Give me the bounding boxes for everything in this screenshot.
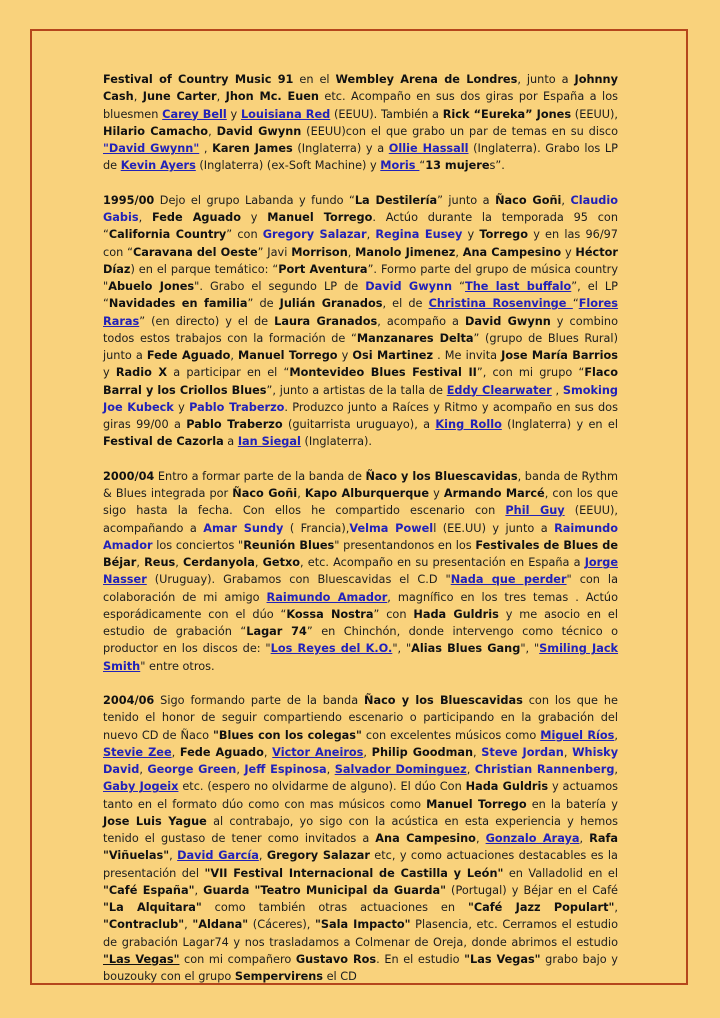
bold-text: Festival of Country Music 91 bbox=[103, 73, 294, 86]
text: , bbox=[466, 763, 475, 776]
link[interactable]: Raimundo Amador bbox=[266, 590, 388, 604]
highlighted-name: Pablo Traberzo bbox=[189, 400, 285, 414]
text: , bbox=[136, 556, 145, 569]
text: etc. (espero no olvidarme de alguno). El dúo Con bbox=[178, 780, 466, 794]
bold-text: Jose María Barrios bbox=[501, 349, 618, 362]
link[interactable]: Victor Aneiros bbox=[272, 745, 364, 759]
text: en la batería y bbox=[526, 797, 618, 811]
text: (Inglaterra). bbox=[300, 435, 373, 449]
text: ” de bbox=[247, 297, 280, 311]
text: y bbox=[173, 400, 190, 414]
bold-text: "Las Vegas" bbox=[464, 952, 541, 966]
text: los conciertos " bbox=[152, 538, 244, 552]
text: (guitarrista uruguayo), a bbox=[282, 418, 436, 431]
text: (EEUU)con el que grabo un par de temas en su disco bbox=[301, 124, 618, 138]
text: , bbox=[175, 556, 183, 569]
text: , bbox=[263, 745, 273, 759]
text: , bbox=[230, 349, 239, 362]
link[interactable]: The last buffalo bbox=[464, 280, 572, 293]
link[interactable]: Nada que perder bbox=[450, 573, 567, 587]
text: el CD bbox=[323, 970, 357, 983]
text: ", " bbox=[520, 642, 540, 656]
text: y bbox=[241, 211, 268, 224]
text: , bbox=[236, 763, 245, 776]
text: y actuamos tanto en el formato dúo como con mas músicos como bbox=[103, 780, 618, 811]
bold-text: Gregory Salazar bbox=[266, 849, 370, 863]
bold-text: Fede Aguado bbox=[179, 745, 264, 759]
text: ” con bbox=[373, 607, 414, 621]
text: ", " bbox=[392, 642, 412, 656]
text: etc, y como actuaciones destacables es la presentación del bbox=[103, 849, 618, 880]
text: con los que he tenido el honor de seguir compartiendo escenario o participando en la grabación del nuevo CD de Ñaco bbox=[103, 694, 618, 742]
highlighted-name: Amar Sundy bbox=[203, 521, 284, 535]
text: en el bbox=[293, 73, 336, 86]
biography-text bbox=[103, 71, 618, 1003]
text: , bbox=[169, 849, 178, 863]
text: , bbox=[579, 832, 590, 845]
bold-text: Ana Campesino bbox=[462, 245, 562, 259]
bold-text: Ñaco y los Bluescavidas bbox=[365, 469, 518, 483]
text: , bbox=[475, 832, 486, 845]
bold-text: Fede Aguado bbox=[151, 211, 242, 224]
paragraph-2000 bbox=[103, 468, 618, 675]
text: , bbox=[139, 763, 148, 776]
highlighted-name: Velma Powel bbox=[349, 521, 434, 535]
text: , bbox=[561, 193, 571, 207]
link[interactable]: Flores Raras bbox=[103, 297, 619, 328]
highlighted-name: Smoking Joe Kubeck bbox=[103, 383, 618, 414]
text: ”, junto a artistas de la talla de bbox=[266, 383, 447, 397]
bold-text: Navidades en familia bbox=[108, 297, 248, 311]
text: , magnífico en los tres temas . Actúo esporádicamente con el dúo “ bbox=[103, 590, 618, 621]
bold-text: "Sala Impacto" bbox=[315, 918, 411, 932]
highlighted-name: Raimundo Amador bbox=[103, 521, 618, 552]
bold-text: Osi Martinez bbox=[352, 349, 434, 362]
link[interactable]: Carey Bell bbox=[162, 107, 227, 121]
link[interactable]: Salvador Dominguez bbox=[334, 763, 467, 776]
bold-text: Kossa Nostra bbox=[286, 607, 374, 621]
bold-text: 2000/04 bbox=[103, 469, 155, 483]
bold-text: June Carter bbox=[142, 90, 217, 104]
text: , bbox=[208, 124, 217, 138]
link[interactable]: "David Gwynn" bbox=[103, 142, 200, 155]
text: , con los que sigo hasta la fecha. Con ellos he compartido escenario con bbox=[103, 487, 619, 518]
text: , bbox=[258, 849, 267, 863]
paragraph-1995 bbox=[103, 192, 618, 451]
link[interactable]: Kevin Ayers bbox=[120, 159, 196, 173]
bold-text: "Aldana" bbox=[192, 918, 249, 932]
text: . Produzco junto a Raíces y Ritmo y acompaño en sus dos giras 99/00 a bbox=[103, 400, 618, 431]
text: (Portugal) y Béjar en el Café bbox=[445, 883, 619, 897]
text: , bbox=[614, 728, 618, 742]
bold-text: Torrego bbox=[479, 228, 529, 242]
highlighted-name: Regina Eusey bbox=[375, 228, 463, 242]
bold-text: Kapo Alburquerque bbox=[304, 487, 429, 500]
text: Entro a formar parte de la banda de bbox=[154, 469, 366, 483]
text: y bbox=[337, 349, 353, 362]
text: ( Francia), bbox=[283, 521, 350, 535]
bold-text: Abuelo Jones bbox=[108, 280, 195, 293]
bold-text: 2004/06 bbox=[103, 694, 155, 707]
text: , bbox=[551, 383, 563, 397]
bold-text: Manolo Jimenez bbox=[355, 245, 456, 259]
bold-text: Jose Luis Yague bbox=[103, 814, 207, 828]
text: (Uruguay). Grabamos con Bluescavidas el C.D " bbox=[146, 573, 451, 587]
text: , bbox=[326, 763, 335, 776]
text: , bbox=[347, 245, 356, 259]
text: , bbox=[366, 228, 376, 242]
text: y bbox=[226, 107, 241, 121]
bold-text: Pablo Traberzo bbox=[186, 418, 283, 431]
link[interactable]: Smiling Jack Smith bbox=[103, 642, 619, 673]
paragraph-1991 bbox=[103, 71, 618, 175]
text: l (EE.UU) y junto a bbox=[433, 521, 555, 535]
bold-text: 13 mujere bbox=[425, 159, 490, 173]
text: , bbox=[216, 90, 226, 104]
link[interactable]: Ollie Hassall bbox=[388, 142, 469, 155]
text: (EEUU), acompañando a bbox=[103, 504, 618, 535]
text: en Valladolid en el bbox=[503, 866, 618, 880]
bold-text: Caravana del Oeste bbox=[132, 245, 258, 259]
bold-text: Karen James bbox=[212, 142, 293, 155]
bold-text: Festivales de Blues de Béjar bbox=[103, 538, 619, 569]
bold-text: Manzanares Delta bbox=[356, 331, 474, 345]
text: , bbox=[614, 901, 618, 914]
text: al contrabajo, yo sigo con la acústica en esta experiencia y hemos tenido el gustaso de tener como invitados a bbox=[103, 814, 618, 845]
text: Sigo formando parte de la banda bbox=[154, 694, 365, 707]
bold-text: Manuel Torrego bbox=[238, 349, 338, 362]
text: " con la colaboración de mi amigo bbox=[103, 573, 618, 604]
bold-text: Laura Granados bbox=[274, 314, 378, 328]
bold-text: Wembley Arena de Londres bbox=[335, 73, 518, 86]
bold-text: Johnny Cash bbox=[103, 73, 618, 104]
text: . En el estudio bbox=[376, 952, 465, 966]
bold-text: Hada Guldris bbox=[413, 607, 499, 621]
bold-text: David Gwynn bbox=[216, 124, 302, 138]
bold-text: 1995/00 bbox=[103, 193, 155, 207]
bold-text: Manuel Torrego bbox=[426, 797, 527, 811]
text: (EEUU). También a bbox=[330, 107, 443, 121]
text: ” en Chinchón, donde intervengo como técnico o productor en los discos de: " bbox=[103, 625, 618, 656]
bold-text: Héctor Díaz bbox=[103, 245, 618, 276]
text: (Inglaterra) (ex-Soft Machine) y bbox=[195, 159, 381, 173]
bold-text: Hada Guldris bbox=[465, 780, 549, 794]
bold-text: Sempervirens bbox=[234, 970, 323, 983]
link[interactable]: Phil Guy bbox=[505, 504, 565, 518]
bold-text: Hilario Camacho bbox=[103, 124, 209, 138]
bold-text: Manuel Torrego bbox=[267, 211, 373, 224]
link[interactable]: "Las Vegas" bbox=[103, 952, 180, 966]
text: , bbox=[363, 745, 372, 759]
bold-text: David Gwynn bbox=[464, 314, 551, 328]
highlighted-name: Christian Rannenberg bbox=[474, 763, 615, 776]
text: , bbox=[254, 556, 263, 569]
link[interactable]: Stevie Zee bbox=[103, 745, 172, 759]
text: y me asocio en el estudio de grabación “ bbox=[103, 607, 618, 638]
text: ” (en directo) y el de bbox=[139, 314, 275, 328]
bold-text: Radio X bbox=[115, 366, 168, 380]
text: y bbox=[429, 487, 444, 500]
text: ” con bbox=[226, 228, 263, 242]
link[interactable]: Eddy Clearwater bbox=[446, 383, 552, 397]
link[interactable]: Jorge Nasser bbox=[103, 556, 618, 587]
text: , bbox=[194, 883, 204, 897]
text: ” Javi bbox=[257, 245, 292, 259]
text: etc. Acompaño en sus dos giras por España a los bluesmen bbox=[103, 90, 618, 121]
text: ) en el parque temático: “ bbox=[130, 262, 279, 276]
text: (EEUU), bbox=[571, 107, 619, 121]
text: “ bbox=[572, 297, 579, 311]
text: con excelentes músicos como bbox=[361, 728, 541, 742]
link[interactable]: King Rollo bbox=[435, 418, 502, 431]
text: grabo bajo y bouzouky con el grupo bbox=[103, 952, 618, 983]
bold-text: Festival de Cazorla bbox=[103, 435, 224, 449]
text: , bbox=[138, 211, 152, 224]
bold-text: Fede Aguado bbox=[146, 349, 231, 362]
highlighted-name: Steve Jordan bbox=[481, 745, 564, 759]
bold-text: Ñaco y los Bluescavidas bbox=[364, 694, 523, 707]
bold-text: Rick “Eureka” Jones bbox=[442, 107, 572, 121]
text: “ bbox=[452, 280, 465, 293]
text: ” junto a bbox=[437, 193, 496, 207]
text: , junto a bbox=[517, 73, 575, 86]
link[interactable]: Ian Siegal bbox=[237, 435, 301, 449]
bold-text: La Destilería bbox=[354, 193, 438, 207]
link[interactable]: Louisiana Red bbox=[240, 107, 331, 121]
text: Plasencia, etc. Cerramos el estudio de grabación Lagar74 y nos trasladamos a Colmenar de Oreja, donde abrimos el estudio bbox=[103, 918, 618, 949]
text: ". Grabo el segundo LP de bbox=[194, 280, 366, 293]
text: , bbox=[184, 918, 193, 932]
link[interactable]: Christina Rosenvinge bbox=[428, 297, 573, 311]
text: ” (grupo de Blues Rural) junto a bbox=[103, 331, 618, 362]
text: ”, el LP “ bbox=[103, 280, 618, 311]
link[interactable]: Miguel Ríos bbox=[540, 728, 615, 742]
bold-text: Philip Goodman bbox=[371, 745, 474, 759]
link[interactable]: Moris bbox=[380, 159, 420, 173]
bold-text: "VII Festival Internacional de Castilla y León" bbox=[204, 866, 504, 880]
highlighted-name: Jeff Espinosa bbox=[244, 763, 327, 776]
bold-text: Port Aventura bbox=[278, 262, 368, 276]
bold-text: Guarda bbox=[203, 883, 250, 897]
highlighted-name: Gregory Salazar bbox=[262, 228, 367, 242]
bold-text: "Café España" bbox=[103, 883, 195, 897]
bold-text: Julián Granados bbox=[279, 297, 383, 311]
text: , bbox=[297, 487, 305, 500]
text: “ bbox=[419, 159, 426, 173]
text: , acompaño a bbox=[377, 314, 465, 328]
highlighted-name: Whisky David bbox=[103, 745, 619, 776]
text: y bbox=[462, 228, 480, 242]
bold-text: California Country bbox=[108, 228, 227, 242]
text: , etc. Acompaño en su presentación en España a bbox=[300, 556, 585, 569]
bold-text: Reus bbox=[144, 556, 176, 569]
text: s”. bbox=[489, 159, 505, 173]
text: , bbox=[455, 245, 463, 259]
text: y bbox=[103, 366, 116, 380]
text: (Inglaterra). Grabo los LP de bbox=[103, 142, 618, 173]
text: , bbox=[563, 745, 573, 759]
text: , bbox=[133, 90, 143, 104]
bold-text: Ñaco Goñi bbox=[495, 193, 562, 207]
bold-text: Lagar 74 bbox=[246, 625, 307, 638]
text: (Cáceres), bbox=[248, 918, 316, 932]
bold-text: Flaco Barral y los Criollos Blues bbox=[103, 366, 618, 397]
bold-text: Montevideo Blues Festival II bbox=[289, 366, 477, 380]
text: (Inglaterra) y a bbox=[292, 142, 389, 155]
text: y combino todos estos trabajos con la formación de “ bbox=[103, 314, 618, 345]
bold-text: Ana Campesino bbox=[375, 832, 476, 845]
bold-text: Gustavo Ros bbox=[295, 952, 377, 966]
highlighted-name: George Green bbox=[147, 763, 237, 776]
bold-text: Jhon Mc. Euen bbox=[225, 90, 319, 104]
bold-text: Reunión Blues bbox=[243, 538, 335, 552]
bold-text: "Blues con los colegas" bbox=[212, 728, 362, 742]
text: , banda de Rythm & Blues integrada por bbox=[103, 469, 618, 500]
bold-text: Armando Marcé bbox=[443, 487, 545, 500]
link[interactable]: Los Reyes del K.O. bbox=[270, 642, 393, 656]
text: a bbox=[223, 435, 238, 449]
bold-text: "Teatro Municipal da Guarda" bbox=[254, 883, 446, 897]
text: Dejo el grupo Labanda y fundo “ bbox=[154, 193, 355, 207]
bold-text: Morrison bbox=[291, 245, 348, 259]
text: , bbox=[171, 745, 180, 759]
text: , bbox=[199, 142, 213, 155]
bold-text: "Contraclub" bbox=[103, 918, 185, 932]
text: ”, con mi grupo “ bbox=[476, 366, 585, 380]
link[interactable]: Gaby Jogeix bbox=[103, 780, 179, 794]
text: . Actúo durante la temporada 95 con “ bbox=[103, 211, 618, 242]
text: (Inglaterra) y en el bbox=[501, 418, 619, 431]
highlighted-name: Claudio Gabis bbox=[103, 193, 618, 224]
highlighted-name: David Gwynn bbox=[365, 280, 453, 293]
text: , bbox=[614, 763, 619, 776]
text: como también otras actuaciones en bbox=[201, 901, 468, 914]
text: " entre otros. bbox=[140, 659, 215, 673]
text: " presentandonos en los bbox=[334, 538, 476, 552]
text: y bbox=[561, 245, 576, 259]
bold-text: Getxo bbox=[262, 556, 301, 569]
bold-text: "Café Jazz Populart" bbox=[467, 901, 615, 914]
text: y en las 96/97 con “ bbox=[103, 228, 618, 259]
link[interactable]: David García bbox=[177, 849, 259, 863]
bold-text: "La Alquitara" bbox=[103, 901, 202, 914]
bold-text: Cerdanyola bbox=[182, 556, 255, 569]
text: , el de bbox=[382, 297, 429, 311]
text: a participar en el “ bbox=[167, 366, 290, 380]
link[interactable]: Gonzalo Araya bbox=[485, 832, 580, 845]
bold-text: Rafa "Viñuelas" bbox=[103, 832, 619, 863]
text: con mi compañero bbox=[179, 952, 296, 966]
bold-text: Alias Blues Gang bbox=[411, 642, 521, 656]
text: , bbox=[473, 745, 482, 759]
paragraph-2004 bbox=[103, 692, 618, 985]
text: . Me invita bbox=[433, 349, 502, 362]
text: ”. Formo parte del grupo de música country " bbox=[103, 262, 618, 293]
bold-text: Ñaco Goñi bbox=[232, 487, 298, 500]
